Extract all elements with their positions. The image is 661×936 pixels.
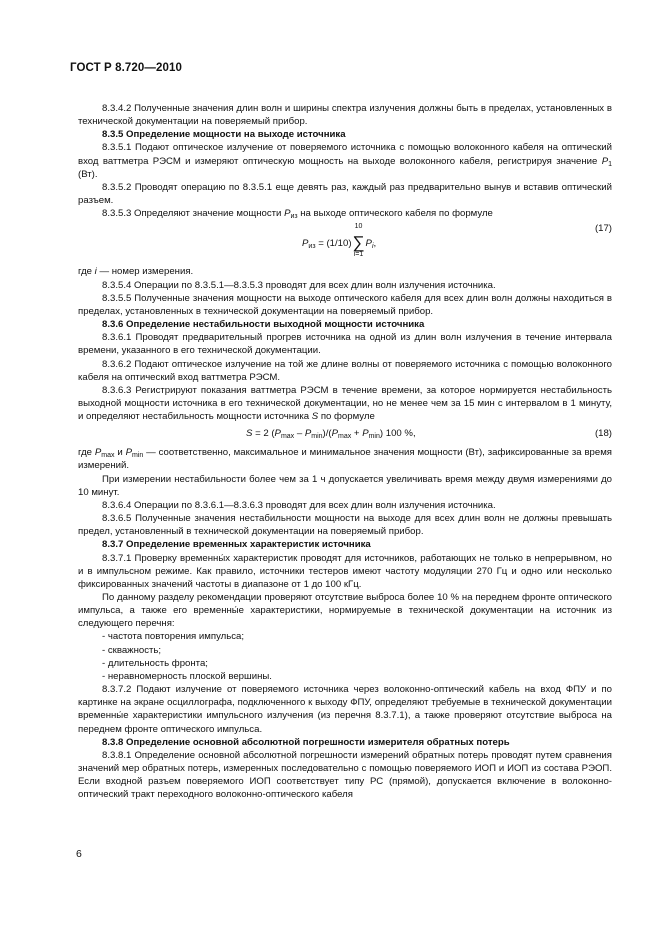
paragraph-8-3-6-4: 8.3.6.4 Операции по 8.3.6.1—8.3.6.3 проводят для всех длин волн излучения источника.: [102, 499, 496, 511]
paragraph-over-1h: При измерении нестабильности более чем за 1 ч допускается увеличивать время между двумя измерениями до 10 минут.: [78, 473, 612, 498]
paragraph-8-3-5-2: 8.3.5.2 Проводят операцию по 8.3.5.1 еще девять раз, каждый раз предварительно вынув и вставив оптический разъем.: [78, 181, 612, 207]
page-number: 6: [76, 848, 82, 860]
paragraph-8-3-6-3: 8.3.6.3 Регистрируют показания ваттметра РЭСМ в течение времени, за которое нормируется нестабильность выходной мощности источника в его технической документации, но не менее чем за 15 мин с интервалом в 1 минуту, и определяют нестабильность мощности источника S по формуле: [78, 384, 612, 423]
formula-17-expression: $P_{из} = (1/10)$ 10 ∑ i=1 $P_i$,: [302, 223, 377, 259]
document-header: ГОСТ Р 8.720—2010: [70, 62, 182, 74]
paragraph-8-3-5-4: 8.3.5.4 Операции по 8.3.5.1—8.3.5.3 проводят для всех длин волн излучения источника.: [102, 279, 496, 291]
paragraph-recommendation: По данному разделу рекомендации проверяют отсутствие выброса более 10 % на переднем фронте оптического импульса, а также его временны́е характеристики, нормируемые в технической документации на источник из следующего перечня:: [78, 592, 612, 630]
list-item: - длительность фронта;: [102, 657, 208, 669]
paragraph-8-3-5-5: 8.3.5.5 Полученные значения мощности на выходе оптического кабеля для всех длин волн должны находиться в пределах, установленных в технической документации на поверяемый прибор.: [78, 292, 612, 317]
list-item: - неравномерность плоской вершины.: [102, 670, 272, 682]
paragraph-8-3-7-2: 8.3.7.2 Подают излучение от поверяемого источника через волоконно-оптический кабель на вход ФПУ и по картинке на экране осциллографа, подключенного к выходу ФПУ, определяют требуемые в технической документации временны́е характеристики импульсного излучения (из перечня 8.3.7.1), а также проверяют отсутствие выброса на переднем фронте оптического импульса.: [78, 684, 612, 735]
section-heading-8-3-8: 8.3.8 Определение основной абсолютной погрешности измерителя обратных потерь: [102, 736, 510, 748]
sum-symbol: 10 ∑ i=1: [352, 223, 365, 259]
paragraph-8-3-6-1: 8.3.6.1 Проводят предварительный прогрев источника на одной из длин волн излучения в течение интервала времени, указанного в его технической документации.: [78, 332, 612, 357]
list-item: - частота повторения импульса;: [102, 631, 245, 643]
formula-18: [78, 424, 612, 444]
where-pmax-pmin-explanation: где $P_{max}$ и $P_{min}$ — соответственно, максимальное и минимальное значения мощности (Вт), зафиксированные за время измерений.: [78, 447, 612, 472]
formula-18-expression: S = 2 $(P_{max} - P_{min})/(P_{max} + P_{min})$ 100 %,: [246, 428, 416, 441]
paragraph-8-3-5-3: 8.3.5.3 Определяют значение мощности $P_{из}$ на выходе оптического кабеля по формуле: [102, 208, 493, 221]
paragraph-8-3-7-1: 8.3.7.1 Проверку временны́х характеристик проводят для источников, работающих не только в непрерывном, но и в импульсном режиме. Как правило, источники тестеров имеют частоту модуляции 270 Гц и одно или несколько фиксированных значений частоты в диапазоне от 1 до 100 кГц.: [78, 552, 612, 590]
page-body: [78, 102, 612, 802]
paragraph-8-3-5-1: 8.3.5.1 Подают оптическое излучение от поверяемого источника с помощью волоконного кабеля на оптический вход ваттметра РЭСМ и измеряют оптическую мощность на выходе волоконного кабеля, регистрируя значение $P_1$ (Вт).: [78, 142, 612, 180]
formula-17-number: (17): [594, 223, 612, 235]
paragraph-8-3-6-2: 8.3.6.2 Подают оптическое излучение на той же длине волны от поверяемого источника с помощью волоконного кабеля на оптический вход ваттметра РЭСМ.: [78, 358, 612, 383]
formula-17: [78, 222, 612, 262]
paragraph-8-3-8-1: 8.3.8.1 Определение основной абсолютной погрешности измерений обратных потерь проводят путем сравнения значений мер обратных потерь, измеренных последовательно с помощью поверяемого ИОП и ИОП из состава РЭОП. Если входной разъем поверяемого ИОП соответствует типу РС (прямой), допускается включение в волоконно-оптический тракт переходного волоконно-оптического кабеля: [78, 749, 612, 801]
list-item: - скважность;: [102, 644, 162, 656]
paragraph-8-3-6-5: 8.3.6.5 Полученные значения нестабильности мощности на выходе для всех длин волн не должны превышать предел, установленный в технической документации на поверяемый прибор.: [78, 513, 612, 538]
section-heading-8-3-5: 8.3.5 Определение мощности на выходе источника: [102, 129, 346, 141]
section-heading-8-3-7: 8.3.7 Определение временных характеристик источника: [102, 539, 371, 551]
formula-18-number: (18): [594, 428, 612, 440]
paragraph-8-3-4-2: 8.3.4.2 Полученные значения длин волн и ширины спектра излучения должны быть в пределах, установленных в технической документации на поверяемый прибор.: [78, 103, 612, 128]
section-heading-8-3-6: 8.3.6 Определение нестабильности выходной мощности источника: [102, 319, 425, 331]
where-i-explanation: где i — номер измерения.: [78, 266, 194, 278]
